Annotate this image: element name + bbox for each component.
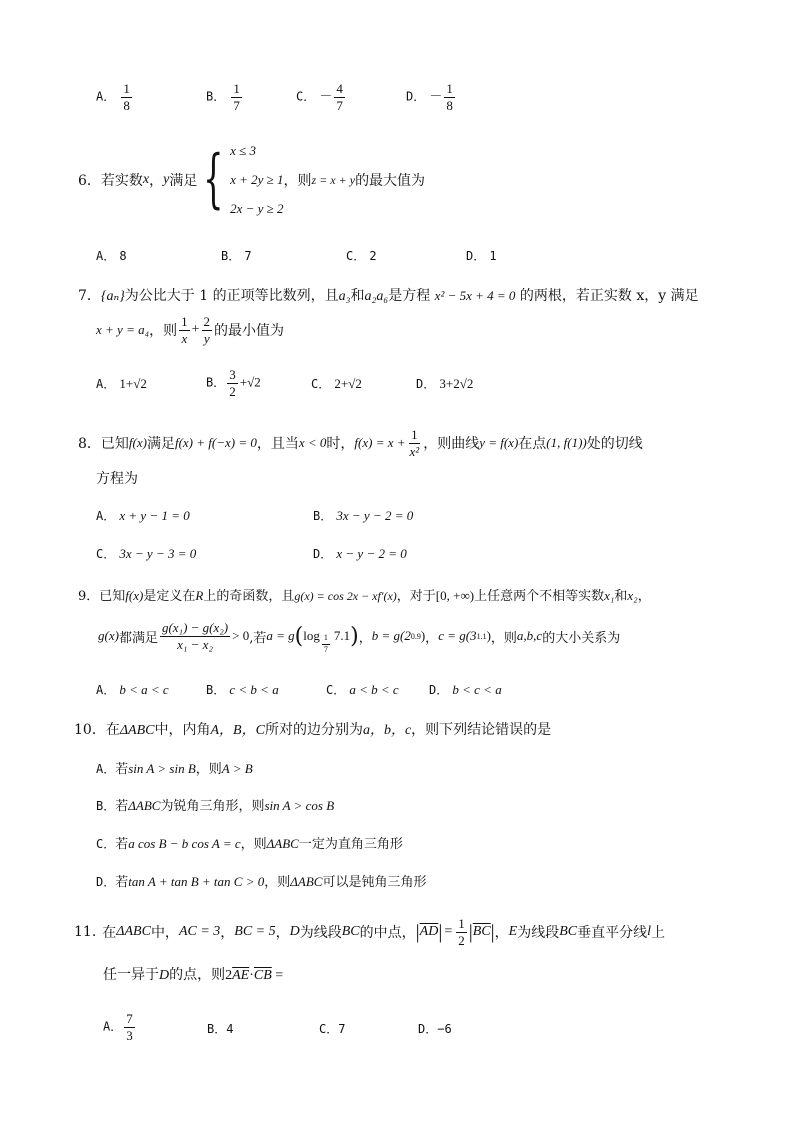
q9-stem-line1: 9．已知f(x)是定义在R上的奇函数，且g(x) = cos 2x − xf′(x)，对于[0, +∞)上任意两个不相等实数x₁和x₂，: [78, 588, 651, 604]
q8-option-c[interactable]: C． 3x − y − 3 = 0: [96, 546, 197, 561]
q8-stem-line2: 方程为: [96, 471, 138, 487]
q8-option-b[interactable]: B． 3x − y − 2 = 0: [313, 508, 414, 523]
q6-constraint-system: { x ≤ 3 x + 2y ≥ 1 2x − y ≥ 2: [203, 142, 284, 216]
q7-option-b-fraction: $\frac{3}{2}$: [229, 367, 236, 399]
q9-option-d[interactable]: D． b < c < a: [429, 682, 502, 697]
q5-option-c-fraction: $\frac{4}{7}$: [336, 81, 343, 113]
q11-option-d[interactable]: D．−6: [418, 1022, 452, 1036]
q6-option-c[interactable]: C． 2: [346, 249, 377, 263]
q9-stem-line2: g(x) 都满足 $\frac{\text{g(x₁) − g(x₂)}}{\text{x₁ − x₂}}$ > 0 ,若 a = g ( log $\frac{1}{7}$ 7.1 ) ， b = g(2 0.9 ) ， c = g(3 1.1 ) ，则 a,b,c 的大小关系为: [98, 619, 621, 654]
q7-option-d[interactable]: D． 3+2√2: [416, 376, 474, 391]
q11-option-a-fraction: $\frac{7}{3}$: [126, 1011, 133, 1043]
q11-stem-line2: 任一异于D的点，则$2\overline{AE}\cdot\overline{CB}$ =: [103, 967, 284, 983]
q7-stem-line2: x + y = a₄ ，则 $\frac{1}{x}$ + $\frac{2}{y}$ 的最小值为: [96, 313, 285, 346]
q10-option-b[interactable]: B．若ΔABC为锐角三角形，则sin A > cos B: [96, 798, 335, 814]
q11-half-fraction: $\frac{1}{2}$: [458, 915, 465, 948]
q5-option-b[interactable]: B． $\frac{1}{7}$: [206, 81, 240, 113]
q10-option-c[interactable]: C．若a cos B − b cos A = c，则ΔABC一定为直角三角形: [96, 836, 403, 852]
q10-option-a[interactable]: A．若sin A > sin B，则A > B: [96, 761, 253, 777]
q8-stem-line1: 8． 已知 f(x) 满足 f(x) + f(−x) = 0 ，且当 x < 0 时， f(x) = x + $\frac{1}{\text{x²}}$ ，则曲线 y = f(x) 在点 (1, f(1)) 处的切线: [78, 426, 643, 459]
q7-option-a[interactable]: A． 1+√2: [96, 376, 147, 391]
q10-option-d[interactable]: D．若tan A + tan B + tan C > 0，则ΔABC可以是钝角三角形: [96, 874, 427, 890]
q11-option-a[interactable]: A． $\frac{7}{3}$: [103, 1011, 133, 1043]
q6-option-a[interactable]: A． 8: [96, 249, 127, 263]
q7-fraction-1-over-x: $\frac{1}{x}$: [181, 313, 188, 346]
q5-option-a[interactable]: A． $\frac{1}{8}$: [96, 81, 130, 113]
q5-option-d-fraction: $\frac{1}{8}$: [446, 81, 453, 113]
q9-option-c[interactable]: C． a < b < c: [326, 682, 399, 697]
q11-option-c[interactable]: C．7: [319, 1022, 346, 1036]
q11-option-b[interactable]: B．4: [207, 1022, 234, 1036]
q9-option-b[interactable]: B． c < b < a: [206, 682, 279, 697]
q8-option-d[interactable]: D． x − y − 2 = 0: [313, 546, 407, 561]
q10-stem: 10．在ΔABC中，内角A，B，C所对的边分别为a，b，c，则下列结论错误的是: [74, 722, 552, 738]
q6-option-d[interactable]: D． 1: [466, 249, 497, 263]
q7-option-c[interactable]: C． 2+√2: [311, 376, 362, 391]
q5-option-c[interactable]: C． － $\frac{4}{7}$: [296, 81, 343, 113]
q7-fraction-2-over-y: $\frac{2}{y}$: [203, 313, 211, 346]
q7-stem-line1: 7．{aₙ}为公比大于 1 的正项等比数列，且a₃和a₂a₆是方程 x² − 5x + 4 = 0 的两根，若正实数 x，y 满足: [78, 288, 699, 304]
q7-option-b[interactable]: B． $\frac{3}{2}$ +√2: [206, 367, 261, 399]
q9-log-base-fraction: $\frac{1}{7}$: [323, 633, 328, 654]
q11-stem-line1: 11. 在 ΔABC 中， AC = 3 ， BC = 5 ， D 为线段 BC 的中点， | $\overline{AD}$ | = $\frac{1}{2}$ | $\overline{BC}$ | ， E 为线段 BC 垂直平分线 l 上: [74, 915, 666, 948]
q5-option-d[interactable]: D． － $\frac{1}{8}$: [406, 81, 453, 113]
q9-option-a[interactable]: A． b < a < c: [96, 682, 169, 697]
q6-stem: 6． 若实数 x ， y 满足 { x ≤ 3 x + 2y ≥ 1 2x − y ≥ 2 ，则 z = x + y 的最大值为: [78, 142, 426, 216]
q8-option-a[interactable]: A． x + y − 1 = 0: [96, 508, 190, 523]
q8-fraction-1-over-x2: $\frac{1}{\text{x²}}$: [409, 426, 420, 459]
q9-monotonic-fraction: $\frac{\text{g(x₁) − g(x₂)}}{\text{x₁ − x₂}}$: [161, 619, 229, 652]
q6-option-b[interactable]: B． 7: [221, 249, 252, 263]
q5-option-a-fraction: $\frac{1}{8}$: [123, 81, 130, 113]
q5-option-b-fraction: $\frac{1}{7}$: [233, 81, 240, 113]
